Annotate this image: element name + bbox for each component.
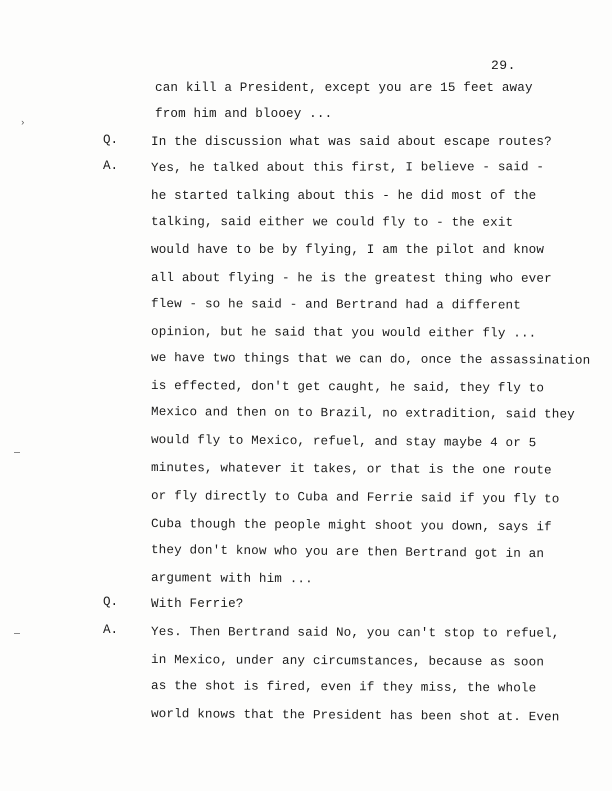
transcript-line: flew - so he said - and Bertrand had a different bbox=[150, 297, 521, 313]
question-marker: Q. bbox=[103, 133, 119, 147]
transcript-line: from him and blooey ... bbox=[155, 107, 333, 121]
margin-tick bbox=[14, 452, 20, 453]
transcript-line: he started talking about this - he did most of the bbox=[151, 189, 537, 203]
transcript-line: With Ferrie? bbox=[151, 597, 244, 611]
margin-tick bbox=[14, 633, 20, 634]
transcript-line: Mexico and then on to Brazil, no extradition, said they bbox=[150, 405, 575, 422]
transcript-line: is effected, don't get caught, he said, they fly to bbox=[150, 379, 545, 396]
transcript-line: all about flying - he is the greatest thing who ever bbox=[150, 271, 552, 286]
transcript-line: opinion, but he said that you would either fly ... bbox=[150, 325, 537, 341]
margin-mark: › bbox=[20, 118, 26, 128]
transcript-line: talking, said either we could fly to - the exit bbox=[150, 215, 514, 230]
transcript-line: In the discussion what was said about escape routes? bbox=[151, 135, 552, 149]
answer-marker: A. bbox=[103, 623, 119, 637]
transcript-line: world knows that the President has been shot at. Even bbox=[150, 707, 560, 725]
transcript-line: or fly directly to Cuba and Ferrie said if you fly to bbox=[150, 489, 560, 507]
transcript-line: can kill a President, except you are 15 feet away bbox=[155, 81, 533, 95]
transcript-line: they don't know who you are then Bertrand got in an bbox=[150, 543, 545, 562]
transcript-line: as the shot is fired, even if they miss, the whole bbox=[150, 679, 537, 696]
answer-marker: A. bbox=[103, 159, 119, 173]
transcript-line: Cuba though the people might shoot you down, says if bbox=[150, 517, 552, 535]
transcript-line: Yes. Then Bertrand said No, you can't stop to refuel, bbox=[150, 625, 560, 641]
transcript-line: we have two things that we can do, once the assassination bbox=[150, 351, 591, 368]
transcript-line: in Mexico, under any circumstances, because as soon bbox=[150, 653, 545, 670]
transcript-line: Yes, he talked about this first, I believe - said - bbox=[150, 160, 545, 175]
transcript-line: would have to be by flying, I am the pilot and know bbox=[151, 243, 545, 257]
page-number: 29. bbox=[491, 58, 516, 73]
transcript-line: would fly to Mexico, refuel, and stay maybe 4 or 5 bbox=[150, 433, 537, 451]
transcript-line: minutes, whatever it takes, or that is the one route bbox=[150, 461, 552, 478]
question-marker: Q. bbox=[103, 595, 119, 609]
transcript-line: argument with him ... bbox=[150, 571, 313, 587]
